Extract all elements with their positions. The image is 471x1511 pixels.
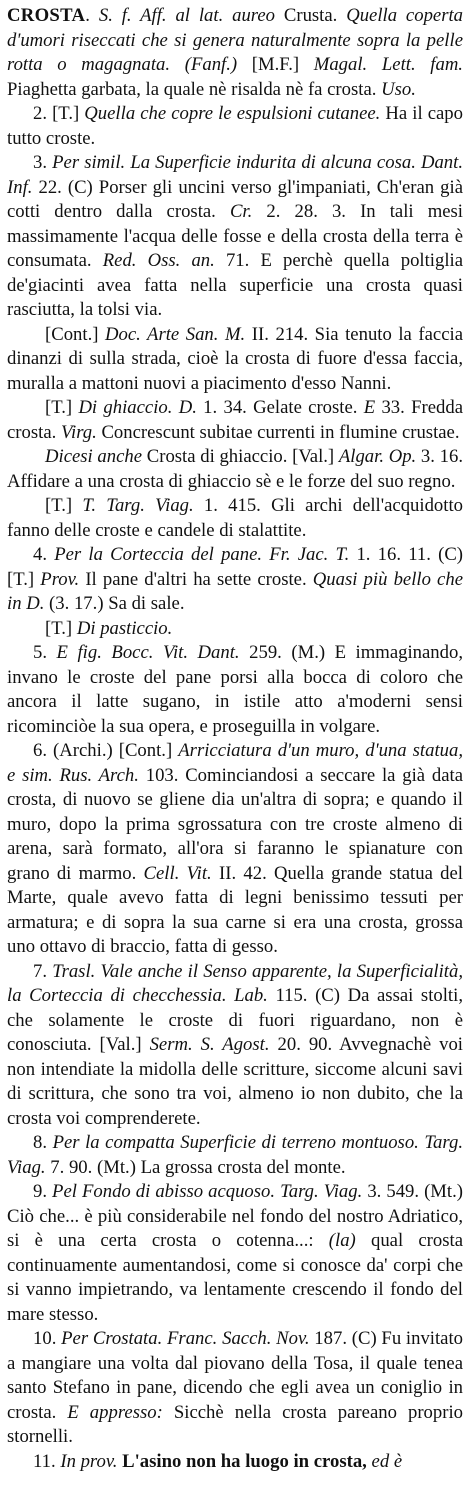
entry-text-segment: 3. 16. Affidare a una crosta di ghiaccio sè e le forze del suo regno. <box>7 446 463 492</box>
entry-text-segment: Pel Fondo di abisso acquoso. Targ. Viag. <box>52 1181 363 1202</box>
entry-text-segment: Serm. S. Agost. <box>149 1034 270 1055</box>
entry-text-segment: 3. <box>33 152 53 173</box>
entry-sense-paragraph <box>7 102 463 151</box>
entry-sense-paragraph <box>7 494 463 543</box>
entry-text-segment: 8. <box>33 1132 53 1153</box>
entry-text-segment: 5. <box>33 642 57 663</box>
entry-text-segment: [Cont.] <box>45 323 106 345</box>
entry-text-segment: Quella che copre le espulsioni cutanee. <box>84 103 381 124</box>
entry-sense-paragraph <box>7 396 463 445</box>
entry-text-segment: [T.] <box>45 397 79 418</box>
entry-text-segment: In prov. <box>60 1450 118 1472</box>
entry-text-segment: Virg. <box>60 421 97 443</box>
entry-sense-paragraph <box>7 1131 463 1180</box>
entry-text-segment: Crusta. <box>275 5 347 26</box>
entry-text-segment: 7. 90. (Mt.) La grossa crosta del monte. <box>45 1156 346 1178</box>
entry-text-segment: (3. 17.) Sa di sale. <box>44 593 185 614</box>
entry-text-segment: . <box>85 5 99 26</box>
entry-text-segment: 11. <box>33 1450 61 1472</box>
entry-text-segment: (la) <box>328 1230 356 1251</box>
entry-text-segment: Piaghetta garbata, la quale nè risalda nè fa crosta. <box>7 78 382 100</box>
entry-text-segment: 1. 34. Gelate croste. <box>196 397 364 418</box>
entry-text-segment: T. Targ. Viag. <box>82 495 194 516</box>
entry-text-segment: Trasl. Vale anche il Senso apparente, la Superficialità, la Corteccia di checchessia. Lab. <box>7 960 464 1006</box>
entry-text-segment: Concrescunt subitae currenti in flumine crustae. <box>96 421 460 443</box>
entry-text-segment: Per la Corteccia del pane. Fr. Jac. T. <box>54 544 350 565</box>
entry-sense-paragraph <box>7 960 463 1132</box>
entry-text-segment: 10. <box>33 1328 62 1349</box>
entry-text-segment: 3. 549. (Mt.) Ciò che... è più considerabile nel fondo del nostro Adriatico, si è una certa crosta o cotenna...: <box>7 1181 463 1251</box>
entry-text-segment: Red. Oss. an. <box>102 250 215 271</box>
entry-text-segment: Prov. <box>40 568 80 590</box>
entry-text-segment: II. 214. Sia tenuto la faccia dinanzi di sulla strada, cioè la crosta di fuore d'essa faccia, muralla a mattoni nuovi a piacimento d'esso Nanni. <box>7 323 463 394</box>
dictionary-page <box>7 4 463 1474</box>
entry-text-segment: Per simil. La Superficie indurita di alcuna cosa. Dant. Inf. <box>7 152 464 198</box>
entry-text-segment: ed è <box>371 1450 403 1472</box>
entry-text-segment: Di pasticcio. <box>76 617 173 639</box>
entry-text-segment: Algar. Op. <box>338 446 417 467</box>
entry-text-segment: Sicchè nella crosta pareano proprio stornelli. <box>7 1401 463 1447</box>
entry-sense-paragraph <box>7 617 463 642</box>
entry-text-segment: Il pane d'altri ha sette croste. <box>79 568 313 590</box>
entry-sense-paragraph <box>7 1450 463 1475</box>
entry-text-segment: Arricciatura d'un muro, d'una statua, e sim. Rus. Arch. <box>7 740 463 786</box>
entry-text-segment: L'asino non ha luogo in crosta, <box>117 1450 372 1472</box>
entry-text-segment: 1. 415. Gli archi dell'acquidotto fanno delle croste e candele di stalattite. <box>7 495 463 541</box>
entry-text-segment: Per la compatta Superficie di terreno montuoso. Targ. Viag. <box>7 1132 463 1178</box>
entry-text-segment: 9. <box>33 1181 53 1202</box>
dictionary-entry-crosta <box>7 4 463 1474</box>
entry-text-segment: Ha il capo tutto croste. <box>7 103 463 149</box>
entry-text-segment: Quella coperta d'umori riseccati che si genera naturalmente sopra la pelle rotta o magagnata. (Fanf.) <box>7 5 464 75</box>
entry-text-segment: Cr. <box>229 201 253 222</box>
entry-text-segment: 2. [T.] <box>33 103 85 124</box>
entry-text-segment: 22. (C) Porser gli uncini verso gl'impaniati, Ch'eran già cotti dentro dalla crosta. <box>7 176 463 222</box>
entry-text-segment: Quasi più bello che in D. <box>7 568 463 614</box>
entry-sense-paragraph <box>7 543 463 617</box>
entry-text-segment: 1. 16. 11. (C) [T.] <box>7 544 464 590</box>
entry-text-segment: 2. 28. 3. In tali mesi massimamente l'acqua delle fosse e della crosta della terra è consumata. <box>7 201 463 271</box>
entry-text-segment: 33. Fredda crosta. <box>7 397 463 443</box>
entry-headword: CROSTA <box>7 5 86 26</box>
entry-text-segment: Uso. <box>381 78 416 100</box>
entry-text-segment: 259. (M.) E immaginando, invano le croste del pane porsi alla bocca di coloro che ancora il latte sugano, in istile atto a'moderni sensi ricominciòe la sua opera, e proseguilla in volgare. <box>7 642 463 737</box>
entry-text-segment: Crosta di ghiaccio. [Val.] <box>142 446 339 467</box>
entry-text-segment: S. f. Aff. al lat. aureo <box>98 5 276 26</box>
entry-sense-paragraph <box>7 445 463 494</box>
entry-text-segment: 187. (C) Fu invitato a mangiare una volta dal piovano della Tosa, il quale tenea santo Stefano in pane, dicendo che egli avea un coniglio in crosta. <box>7 1328 464 1423</box>
entry-text-segment: 7. <box>33 960 53 982</box>
entry-text-segment: E fig. Bocc. Vit. Dant. <box>56 642 240 663</box>
entry-text-segment: qual crosta continuamente aumentandosi, come si conosce da' corpi che si vanno impietrando, va lentamente crescendo il fondo del mare stesso. <box>7 1230 463 1325</box>
entry-sense-paragraph <box>7 641 463 739</box>
entry-text-segment: II. 42. Quella grande statua del Marte, quale avevo fatta di legni benissimo tessuti per armatura; e di sopra la sua carne si era una crosta, grossa uno ottavo di braccio, fatta di gesso. <box>7 862 463 957</box>
entry-text-segment: Doc. Arte San. M. <box>105 323 246 345</box>
entry-text-segment: Dicesi anche <box>45 446 143 467</box>
entry-sense-paragraph <box>7 1327 463 1450</box>
entry-text-segment: 115. (C) Da assai stolti, che solamente le croste di fuori riguardano, non è conosciuta. [Val.] <box>7 985 463 1055</box>
entry-text-segment: 20. 90. Avvegnachè voi non intendiate la midolla delle scritture, siccome alcuni savi di scrittura, che sono tra voi, almeno io non dubito, che la crosta voi comprenderete. <box>7 1034 464 1129</box>
entry-text-segment: 103. Cominciandosi a seccare la già data crosta, di nuovo se gliene dia un'altra di sopra; e quando il muro, dopo la prima sgrossatura con tre croste almeno di arena, sarà formato, all'ora si faranno le spianature con grano di marmo. <box>7 764 463 884</box>
entry-sense-paragraph <box>7 323 463 397</box>
entry-text-segment: [T.] <box>45 617 77 639</box>
entry-text-segment: Magal. Lett. fam. <box>313 54 463 75</box>
entry-text-segment: [T.] <box>45 495 83 516</box>
entry-definition-paragraph <box>7 4 463 102</box>
entry-text-segment: 4. <box>33 544 55 565</box>
entry-sense-paragraph <box>7 1180 463 1327</box>
entry-text-segment: Di ghiaccio. D. <box>78 397 197 418</box>
entry-text-segment: E appresso: <box>67 1401 163 1423</box>
entry-sense-paragraph <box>7 739 463 960</box>
entry-sense-paragraph <box>7 151 463 323</box>
entry-text-segment: 6. (Archi.) [Cont.] <box>33 740 179 761</box>
entry-text-segment: 71. E perchè quella poltiglia de'giacinti avea fatta nella superficie una crosta quasi rasciutta, la tolsi via. <box>7 250 464 320</box>
entry-text-segment: [M.F.] <box>237 54 314 75</box>
entry-text-segment: Per Crostata. Franc. Sacch. Nov. <box>61 1328 310 1349</box>
entry-text-segment: Cell. Vit. <box>143 862 212 884</box>
entry-text-segment: E <box>363 397 376 418</box>
